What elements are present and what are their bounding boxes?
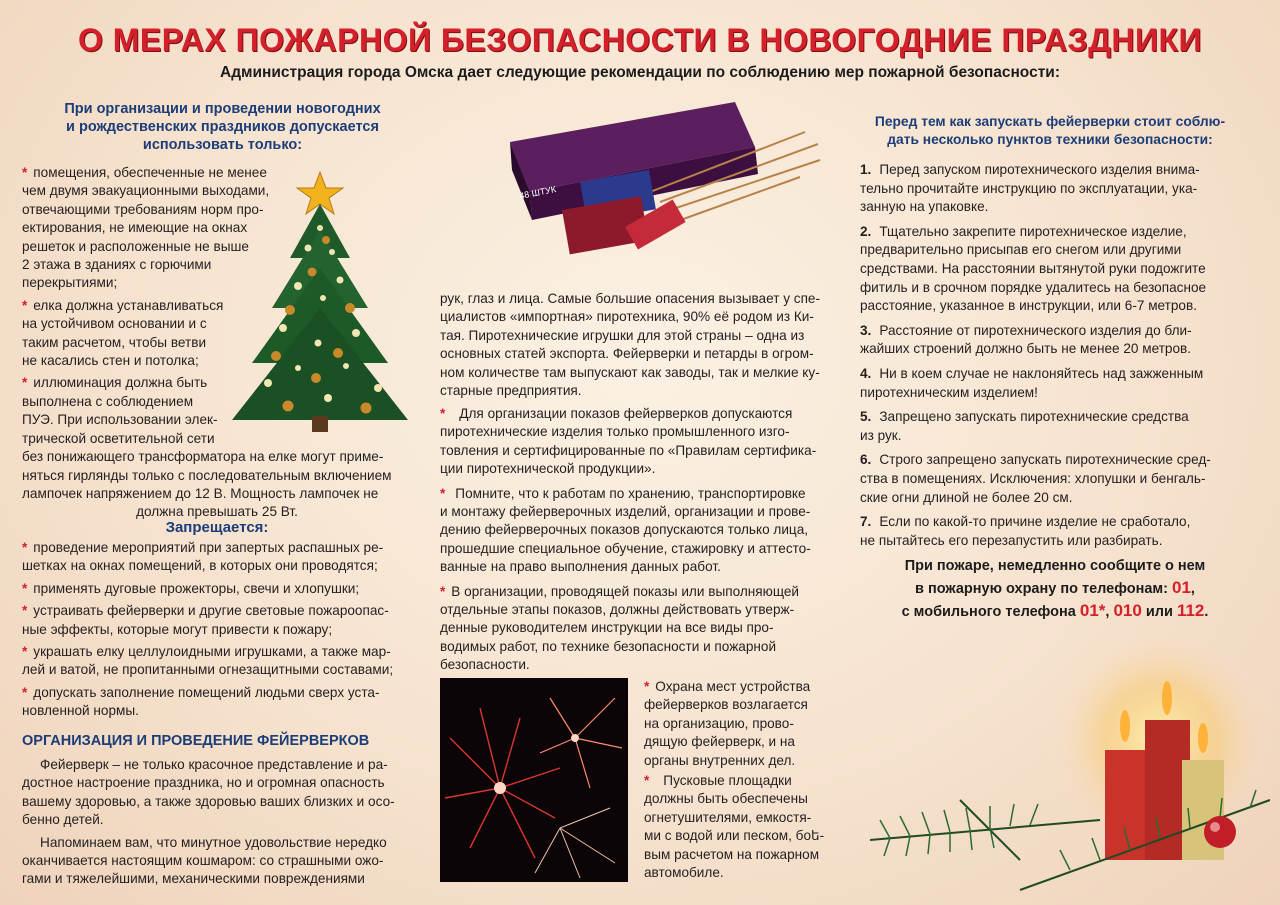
fireworks-side-item: * Охрана мест устройства фейерверков возлагается на организацию, прово- дящую фейерверк, и на органы внутренних дел. [644,679,811,768]
candle-flame-icon [1198,723,1208,753]
phone-number: 01 [1172,578,1191,597]
bullet-star-icon: * [644,679,650,694]
bullet-star-icon: * [22,603,28,619]
phone-number: 010 [1113,601,1142,620]
bullet-star-icon: * [22,297,28,313]
phone-number: 112 [1176,601,1205,620]
bullet-star-icon: * [22,165,28,180]
safety-steps-list [860,161,1250,556]
forbidden-item: * применять дуговые прожекторы, свечи и хлопушки; [22,580,360,596]
right-heading: Перед тем как запускать фейерверки стоит соблю- дать несколько пунктов техники безопасности: [874,114,1226,147]
page-title: О МЕРАХ ПОЖАРНОЙ БЕЗОПАСНОСТИ В НОВОГОДНИЕ ПРАЗДНИКИ [77,22,1203,58]
bullet-star-icon: * [22,580,28,596]
bullet-star-icon: * [22,684,28,700]
fireworks-rules-list [440,405,830,675]
fireworks-rule-item: * В организации, проводящей показы или выполняющей отдельные этапы показов, должны действовать утверж- денные руководителем инструкции на все виды про- водимых работ, по технике безопасности и пожарной безопасности. [440,583,800,673]
allowed-list [22,164,412,522]
left-heading: При организации и проведении новогодних и рождественских праздников допускается использовать только: [64,101,381,153]
fireworks-photo [440,678,628,882]
firework-box-illustration [500,92,830,277]
forbidden-item: * устраивать фейерверки и другие световые пожароопас- ные эффекты, которые могут привести к пожару; [22,603,389,637]
forbidden-list [22,539,412,721]
candle-flame-icon [1120,710,1130,742]
page-subtitle: Администрация города Омска дает следующие рекомендации по соблюдению мер пожарной безопасности: [220,64,1060,81]
safety-step: 5. Запрещено запускать пиротехнические средства из рук. [860,409,1189,443]
bullet-star-icon: * [644,773,650,789]
fireworks-rule-item: * Для организации показов фейерверков допускаются пиротехнические изделия только промышленного изго- товления и сертифицированные по «Правилам сертифика- ции пиротехнической продукции». [440,406,817,477]
fireworks-intro-continued: рук, глаз и лица. Самые большие опасения вызывает у спе- циалистов «импортная» пиротехника, 90% её родом из Ки- тая. Пиротехнические игрушки для этой страны – одна из основных статей экспорта. Фейерверки и петарды в огром- ном количестве там выпускают как заводы, так и мелкие ку- старные предприятия. [440,291,821,399]
fireworks-intro: Фейерверк – не только красочное представление и ра- достное настроение праздника, но и огромная опасность вашему здоровью, а также здоровью ваших близких и осо- бенно детей. Напоминаем вам, что минутное удовольствие нередко оканчивается настоящим кошмаром: со страшными ожо- гами и тяжелейшими, механическими повреждениями [22,757,395,887]
bullet-star-icon: * [22,540,28,555]
safety-step: 6. Строго запрещено запускать пиротехнические сред- ства в помещениях. Исключения: хлопушки и бенгаль- ские огни длиной не более 20 см. [860,452,1211,505]
safety-step: 7. Если по какой-то причине изделие не сработало, не пытайтесь его перезапустить или разбирать. [860,514,1191,548]
box-label: 48 ШТУК [518,184,557,201]
bullet-star-icon: * [440,406,446,421]
fireworks-side-item: * Пусковые площадки должны быть обеспечены огнетушителями, емкостя- ми с водой или песком, боե- вым расчетом на пожарном автомобиле. [644,773,825,881]
fireworks-rule-item: * Помните, что к работам по хранению, транспортировке и монтажу фейерверочных изделий, организации и прове- дению фейерверочных показов допускаются только лица, прошедшие специальное обучение, стажировку и аттесто- ванные на право выполнения данных работ. [440,485,811,575]
fire-emergency-notice: При пожаре, немедленно сообщите о нем в пожарную охрану по телефонам: 01, с мобильного телефона 01*, 010 или 112. [901,558,1209,620]
bullet-star-icon: * [22,375,28,391]
forbidden-item: * проведение мероприятий при запертых распашных ре- шетках на окнах помещений, в которых они проводятся; [22,540,384,574]
safety-step: 4. Ни в коем случае не наклоняйтесь над зажженным пиротехническим изделием! [860,365,1204,400]
bullet-star-icon: * [440,485,446,501]
fireworks-side-list [644,678,828,882]
safety-step: 2. Тщательно закрепите пиротехническое изделие, предварительно присыпав его снегом или другими средствами. На расстоянии вытянутой руки подожгите фитиль и в срочном порядке удалитесь на безопасное расстояние, указанное в инструкции, или 6-7 метров. [860,223,1207,314]
fireworks-section-heading: ОРГАНИЗАЦИЯ И ПРОВЕДЕНИЕ ФЕЙЕРВЕРКОВ [22,733,370,749]
forbidden-heading: Запрещается: [165,519,269,536]
forbidden-item: * украшать елку целлулоидными игрушками, а также мар- лей и ватой, не пропитанными огнезащитными составами; [22,644,394,678]
allowed-item-lights: * иллюминация должна быть выполнена с соблюдением ПУЭ. При использовании элек- трической осветительной сети без понижающего трансформатора на елке могут приме- няться гирлянды только с последовательным включением лампочек напряжением до 12 В. Мощность лампочек не должна превышать 25 Вт. [22,375,392,520]
allowed-item-tree: * елка должна устанавливаться на устойчивом основании и с таким расчетом, чтобы ветви не касались стен и потолка; [22,297,224,369]
forbidden-item: * допускать заполнение помещений людьми сверх уста- новленной нормы. [22,684,380,719]
candle-flame-icon [1162,681,1172,715]
candles-illustration [870,630,1270,900]
phone-number: 01* [1079,601,1106,620]
safety-step: 3. Расстояние от пиротехнического изделия до бли- жайших строений должно быть не менее 20 метров. [860,322,1192,357]
bullet-star-icon: * [440,583,446,599]
allowed-item-rooms: * помещения, обеспеченные не менее чем двумя эвакуационными выходами, отвечающими требованиям норм про- ектирования, не имеющие на окнах решеток и расположенные не выше 2 этажа в зданиях с горючими перекрытиями; [22,165,270,291]
safety-step: 1. Перед запуском пиротехнического изделия внима- тельно прочитайте инструкцию по эксплуатации, ука- занную на упаковке. [860,162,1200,215]
bullet-star-icon: * [22,644,28,660]
